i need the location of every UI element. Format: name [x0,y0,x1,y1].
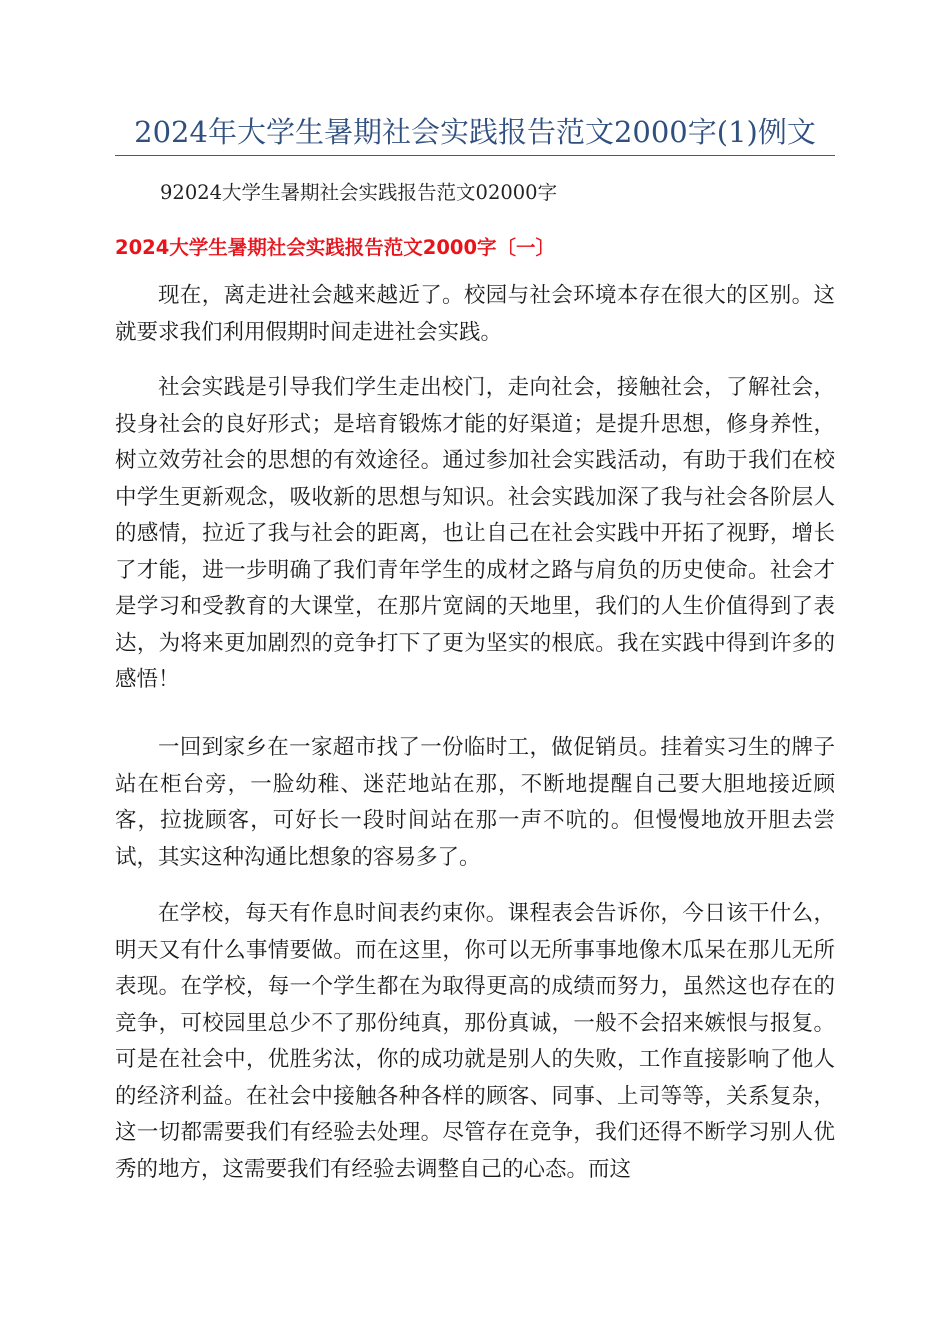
paragraph-block [115,730,835,876]
paragraph-1: 现在，离走进社会越来越近了。校园与社会环境本存在很大的区别。这就要求我们利用假期时间走进社会实践。 [115,283,835,345]
document-title: 2024年大学生暑期社会实践报告范文2000字(1)例文 [134,115,816,149]
paragraph-3: 一回到家乡在一家超市找了一份临时工，做促销员。挂着实习生的牌子站在柜台旁，一脸幼稚、迷茫地站在那，不断地提醒自己要大胆地接近顾客，拉拢顾客，可好长一段时间站在那一声不吭的。但慢慢地放开胆去尝试，其实这种沟通比想象的容易多了。 [115,735,835,870]
paragraph-4: 在学校，每天有作息时间表约束你。课程表会告诉你，今日该干什么，明天又有什么事情要做。而在这里，你可以无所事事地像木瓜呆在那儿无所表现。在学校，每一个学生都在为取得更高的成绩而努力，虽然这也存在的竞争，可校园里总少不了那份纯真，那份真诚，一般不会招来嫉恨与报复。可是在社会中，优胜劣汰，你的成功就是别人的失败，工作直接影响了他人的经济利益。在社会中接触各种各样的顾客、同事、上司等等，关系复杂，这一切都需要我们有经验去处理。尽管存在竞争，我们还得不断学习别人优秀的地方，这需要我们有经验去调整自己的心态。而这 [115,901,835,1182]
paragraph-block [115,278,835,351]
title-underline [115,155,835,156]
document-subtitle: 92024大学生暑期社会实践报告范文02000字 [160,181,558,204]
paragraph-block [115,896,835,1188]
paragraph-2: 社会实践是引导我们学生走出校门，走向社会，接触社会，了解社会，投身社会的良好形式；是培育锻炼才能的好渠道；是提升思想，修身养性，树立效劳社会的思想的有效途径。通过参加社会实践活动，有助于我们在校中学生更新观念，吸收新的思想与知识。社会实践加深了我与社会各阶层人的感情，拉近了我与社会的距离，也让自己在社会实践中开拓了视野，增长了才能，进一步明确了我们青年学生的成材之路与肩负的历史使命。社会才是学习和受教育的大课堂，在那片宽阔的天地里，我们的人生价值得到了表达，为将来更加剧烈的竞争打下了更为坚实的根底。我在实践中得到许多的感悟！ [115,375,835,692]
section-heading: 2024大学生暑期社会实践报告范文2000字〔一〕 [115,236,556,259]
paragraph-block [115,370,835,699]
